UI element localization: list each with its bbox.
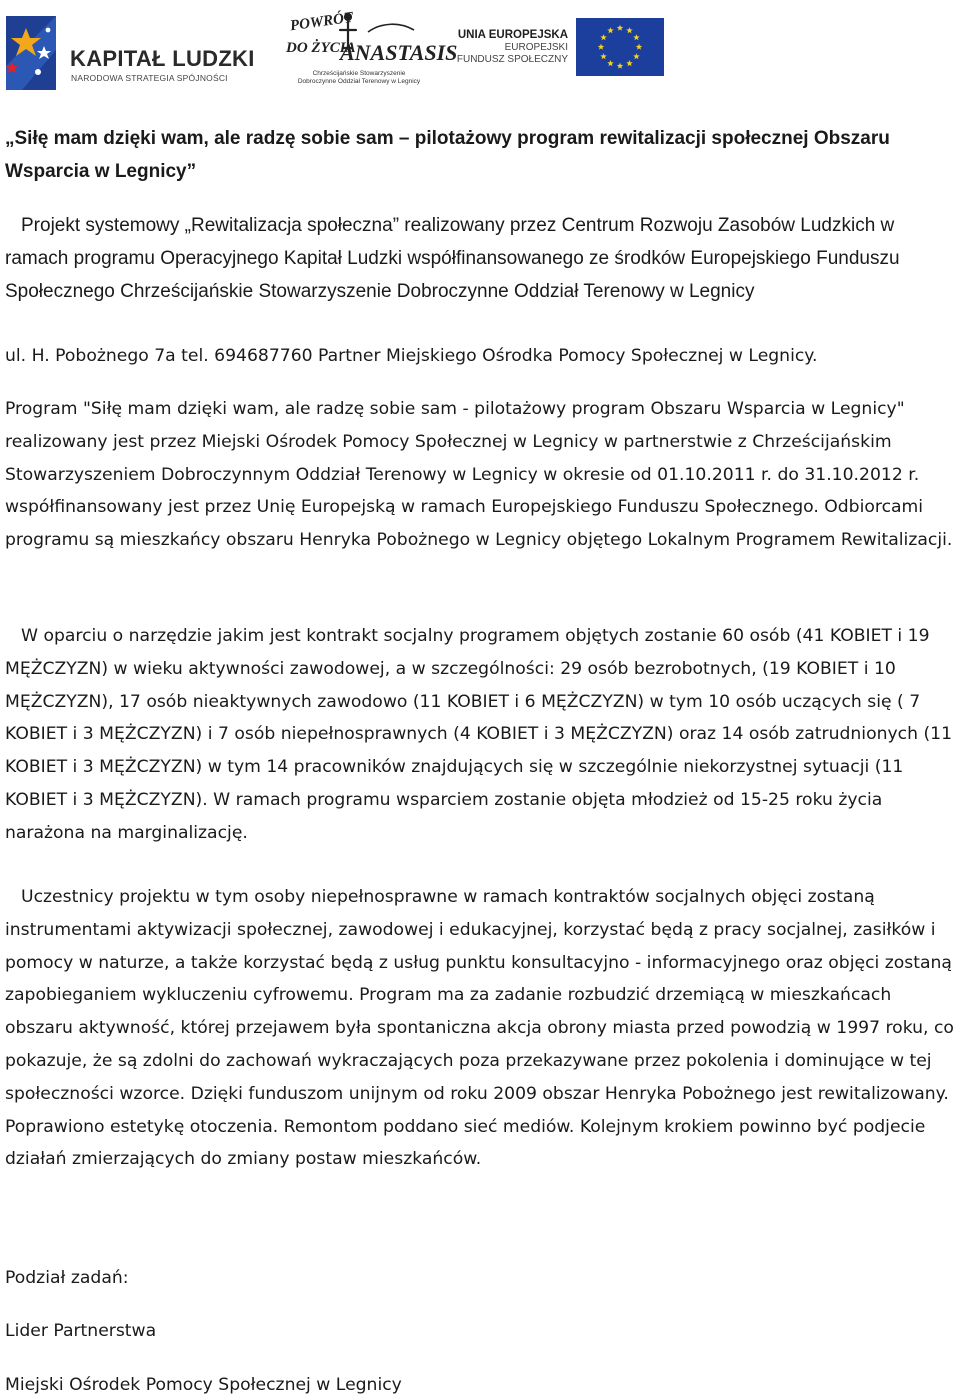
eu-text-block [457,28,568,66]
kapital-ludzki-logo [2,10,255,94]
contract-paragraph: W oparciu o narzędzie jakim jest kontrakt socjalny programem objętych zostanie 60 osób (41 KOBIET i 19 MĘŻCZYZN) w wieku aktywności zawodowej, a w szczególności: 29 osób bezrobotnych, (19 KOBIET i 10 MĘŻCZYZN), 17 osób nieaktywnych zawodowo (11 KOBIET i 6 MĘŻCZYZN) w tym 10 osób uczących się ( 7 KOBIET i 3 MĘŻCZYZN) i 7 osób niepełnosprawnych (4 KOBIET i 3 MĘŻCZYZN) oraz 14 osób zatrudnionych (11 KOBIET i 3 MĘŻCZYZN) w tym 14 pracowników znajdujących się w szczególnie niekorzystnej sytuacji (11 KOBIET i 3 MĘŻCZYZN). W ramach programu wsparciem zostanie objęta młodzież od 15-25 roku życia narażona na marginalizację. [5,626,953,843]
address-line: ul. H. Pobożnego 7a tel. 694687760 Partner Miejskiego Ośrodka Pomocy Społecznej w Legnicy. [5,346,818,366]
kapital-ludzki-star-icon [2,10,66,94]
eu-line2: EUROPEJSKI [504,42,568,53]
eu-line3: FUNDUSZ SPOŁECZNY [456,54,568,65]
anastasis-organization: Chrześcijańskie Stowarzyszenie Dobroczynne Oddział Terenowy w Legnicy [297,70,421,85]
tasks-label: Podział zadań: [5,1268,129,1288]
kapital-ludzki-title: KAPITAŁ LUDZKI [70,46,255,71]
kapital-ludzki-subtitle: NARODOWA STRATEGIA SPÓJNOŚCI [71,73,228,83]
eu-logo [452,14,672,82]
leader-name: Miejski Ośrodek Pomocy Społecznej w Legnicy [5,1375,402,1395]
logo-strip [0,0,680,96]
page-title: „Siłę mam dzięki wam, ale radzę sobie sam – pilotażowy program rewitalizacji społecznej Obszaru Wsparcia w Legnicy” [5,128,890,182]
leader-label: Lider Partnerstwa [5,1321,157,1341]
anastasis-line2: DO ŻYCIA [286,40,356,56]
anastasis-name: ANASTASIS [340,40,458,65]
intro-paragraph: Projekt systemowy „Rewitalizacja społeczna” realizowany przez Centrum Rozwoju Zasobów Ludzkich w ramach programu Operacyjnego Kapitał Ludzki współfinansowanego ze środków Europejskiego Funduszu Społecznego Chrześcijańskie Stowarzyszenie Dobroczynne Oddział Terenowy w Legnicy [5,215,900,302]
anastasis-logo [282,8,458,92]
eu-flag-icon [576,18,664,76]
eu-line1: UNIA EUROPEJSKA [457,29,568,41]
participants-paragraph: Uczestnicy projektu w tym osoby niepełnosprawne w ramach kontraktów socjalnych objęci zostaną instrumentami aktywizacji społecznej, zawodowej i edukacyjnej, korzystać będą z pracy socjalnej, zasiłków i pomocy w naturze, a także korzystać będą z usług punktu konsultacyjno - informacyjnego oraz objęci zostaną zapobieganiem wykluczeniu cyfrowemu. Program ma za zadanie rozbudzić drzemiącą w mieszkańcach obszaru aktywność, której przejawem była spontaniczna akcja obrony miasta przed powodzią w 1997 roku, co pokazuje, że są zdolni do zachowań wykraczających poza przekazywane przez pokolenia i dominujące w tej społeczności wzorce. Dzięki funduszom unijnym od roku 2009 obszar Henryka Pobożnego jest rewitalizowany. Poprawiono estetykę otoczenia. Remontom poddano sieć mediów. Kolejnym krokiem powinno być podjecie działań zmierzających do zmiany postaw mieszkańców. [5,887,954,1170]
anastasis-line1: POWRÓT [289,9,355,35]
program-paragraph: Program "Siłę mam dzięki wam, ale radzę sobie sam - pilotażowy program Obszaru Wsparcia w Legnicy" realizowany jest przez Miejski Ośrodek Pomocy Społecznej w Legnicy w partnerstwie z Chrześcijańskim Stowarzyszeniem Dobroczynnym Oddział Terenowy w Legnicy w okresie od 01.10.2011 r. do 31.10.2012 r. współfinansowany jest przez Unię Europejską w ramach Europejskiego Funduszu Społecznego. Odbiorcami programu są mieszkańcy obszaru Henryka Pobożnego w Legnicy objętego Lokalnym Programem Rewitalizacji. [5,399,953,551]
